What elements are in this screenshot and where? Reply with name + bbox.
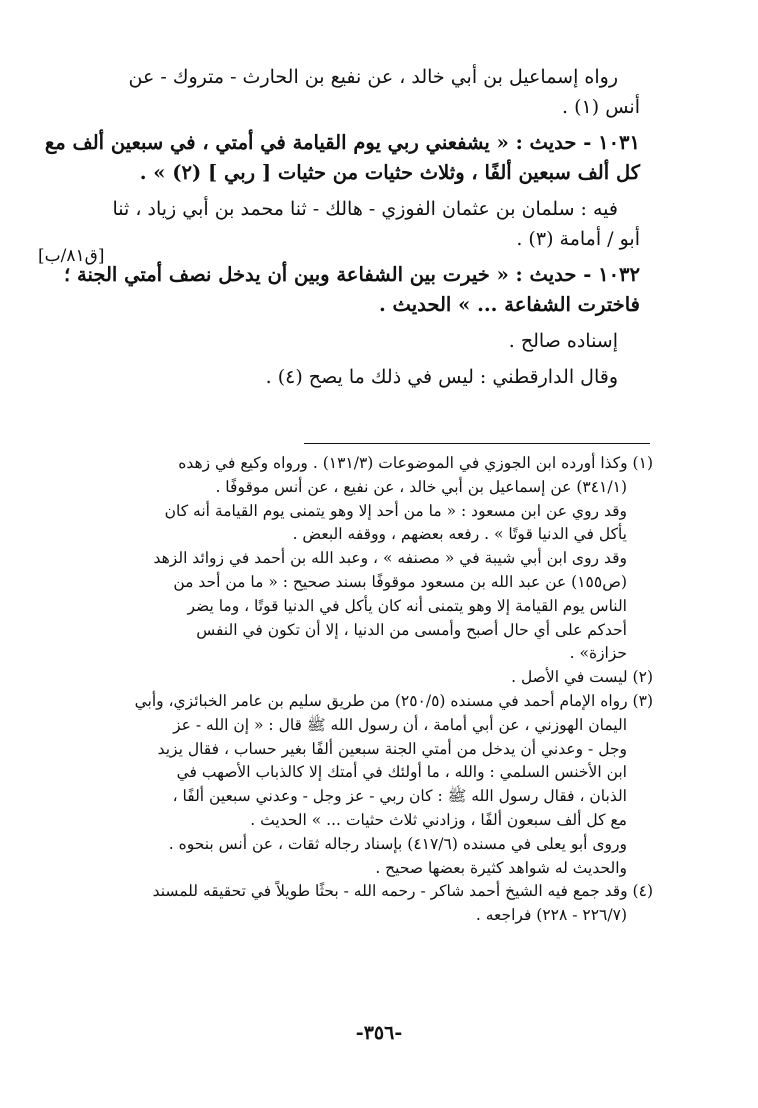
footnote-line: يأكل في الدنيا قوتًا » . رفعه بعضهم ، ووقفه البعض . xyxy=(292,525,627,544)
footnote-divider xyxy=(304,443,650,444)
footnote-line: (١) وكذا أورده ابن الجوزي في الموضوعات (١٣١/٣) . ورواه وكيع في زهده xyxy=(178,454,653,472)
page-number: -٣٥٦- xyxy=(355,1022,403,1044)
footnote-line: (٤) وقد جمع فيه الشيخ أحمد شاكر - رحمه الله - بحثًا طويلاً في تحقيقه للمسند xyxy=(152,882,653,901)
footnote-line: ابن الأخنس السلمي : والله ، ما أولئك في أمتك إلا كالذباب الأصهب في xyxy=(176,763,627,782)
footnote-line: (٢) ليست في الأصل . xyxy=(511,668,653,687)
hadith-text-line: كل ألف سبعين ألفًا ، وثلاث حثيات من حثيات [ ربي ] (٢) » . xyxy=(139,161,640,184)
hadith-heading-1032: ١٠٣٢ - حديث : « خيرت بين الشفاعة وبين أن يدخل نصف أمتي الجنة ؛ xyxy=(64,263,640,286)
footnote-line: أحدكم على أي حال أصبح وأمسى من الدنيا ، إلا أن تكون في النفس xyxy=(196,620,627,639)
footnote-line: (٢٢٦/٧ - ٢٢٨) فراجعه . xyxy=(475,906,627,925)
footnotes xyxy=(113,452,653,928)
hadith-text-line: فاخترت الشفاعة ... » الحديث . xyxy=(378,293,640,316)
footnote-line: وجل - وعدني أن يدخل من أمتي الجنة سبعين ألفًا بغير حساب ، فقال يزيد xyxy=(157,739,627,758)
footnote-line: مع كل ألف سبعون ألفًا ، وزادني ثلاث حثيات ... » الحديث . xyxy=(250,810,627,829)
manuscript-folio-marker: [ق٨١/ب] xyxy=(38,246,105,266)
footnote-line: الناس يوم القيامة إلا وهو يتمنى أنه كان يأكل في الدنيا قوتًا ، وما يضر xyxy=(187,596,627,615)
footnote-line: حزازة» . xyxy=(569,644,627,663)
text-line: فيه : سلمان بن عثمان الفوزي - هالك - ثنا محمد بن أبي زياد ، ثنا xyxy=(112,198,618,220)
footnote-line: (٣) رواه الإمام أحمد في مسنده (٢٥٠/٥) من طريق سليم بن عامر الخبائزي، وأبي xyxy=(134,691,653,710)
footnote-line: وروى أبو يعلى في مسنده (٤١٧/٦) بإسناد رجاله ثقات ، عن أنس بنحوه . xyxy=(168,834,627,853)
footnote-line: اليمان الهوزني ، عن أبي أمامة ، أن رسول الله ﷺ قال : « إن الله - عز xyxy=(173,715,627,734)
text-line: أنس (١) . xyxy=(562,96,640,118)
footnote-line: وقد روى ابن أبي شيبة في « مصنفه » ، وعبد الله بن أحمد في زوائد الزهد xyxy=(153,549,627,568)
text-line: إسناده صالح . xyxy=(508,330,618,352)
text-line: أبو / أمامة (٣) . xyxy=(516,228,640,250)
footnote-line: (ص١٥٥) عن عبد الله بن مسعود موقوفًا بسند صحيح : « ما من أحد من xyxy=(173,572,627,591)
footnote-line: وقد روي عن ابن مسعود : « ما من أحد إلا وهو يتمنى يوم القيامة أنه كان xyxy=(164,501,627,520)
hadith-heading-1031: ١٠٣١ - حديث : « يشفعني ربي يوم القيامة في أمتي ، في سبعين ألف مع xyxy=(44,131,640,154)
text-line: رواه إسماعيل بن أبي خالد ، عن نفيع بن الحارث - متروك - عن xyxy=(128,66,618,88)
footnote-line: الذبان ، فقال رسول الله ﷺ : كان ربي - عز وجل - وعدني سبعين ألفًا ، xyxy=(172,787,627,806)
footnote-line: (٣٤١/١) عن إسماعيل بن أبي خالد ، عن نفيع ، عن أنس موقوفًا . xyxy=(215,477,627,496)
footnote-line: والحديث له شواهد كثيرة بعضها صحيح . xyxy=(375,858,627,877)
text-line: وقال الدارقطني : ليس في ذلك ما يصح (٤) . xyxy=(265,366,618,388)
